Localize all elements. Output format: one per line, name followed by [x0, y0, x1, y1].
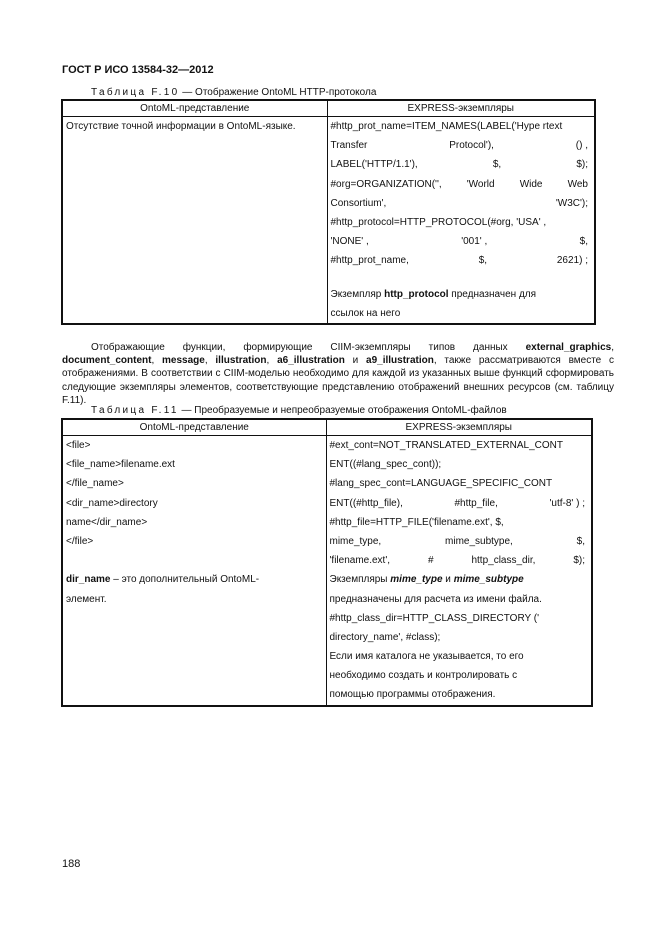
table-f10-caption: [91, 87, 376, 98]
column-header-ontoml: OntoML-представление: [62, 100, 327, 117]
express-line: #http_prot_name=ITEM_NAMES(LABEL('Hype rtext: [330, 121, 563, 132]
express-lines-continued: [327, 590, 592, 705]
express-line: #http_prot_name, $, 2621) ;: [330, 255, 588, 267]
express-line: LABEL('HTTP/1.1'), $, $);: [330, 159, 588, 171]
mime-note: Экземпляры mime_type и mime_subtype: [329, 574, 524, 586]
express-line: 'filename.ext', # http_class_dir, $);: [329, 555, 585, 567]
ontoml-lines: [63, 436, 326, 570]
column-header-express: EXPRESS-экземпляры: [326, 419, 592, 436]
express-line: #org=ORGANIZATION('', 'World Wide Web: [330, 178, 588, 190]
spacer: [328, 271, 595, 285]
express-line: 'NONE' , '001' , $,: [330, 236, 588, 248]
column-header-ontoml: OntoML-представление: [62, 419, 326, 436]
table-f11: [61, 418, 593, 707]
express-line: ENT((#lang_spec_cont));: [329, 459, 442, 471]
table-f10-title: — Отображение OntoML HTTP-протокола: [179, 87, 377, 98]
express-line: ENT((#http_file), #http_file, 'utf-8' ) ;: [329, 497, 585, 509]
page-number: 188: [62, 858, 81, 870]
table-f10: [61, 99, 596, 325]
ontoml-line: [63, 551, 326, 570]
table-header-row: [62, 100, 595, 117]
express-note: Экземпляр http_protocol предназначен для: [330, 288, 537, 300]
dir-name-term: dir_name: [66, 574, 111, 586]
express-line: directory_name', #class);: [329, 631, 441, 643]
express-cell: [326, 436, 592, 706]
column-header-express: EXPRESS-экземпляры: [327, 100, 595, 117]
express-line: #http_file=HTTP_FILE('filename.ext', $,: [329, 516, 504, 528]
ontoml-line: name</dir_name>: [66, 516, 148, 528]
express-line: помощью программы отображения.: [329, 689, 496, 701]
express-line: #http_protocol=HTTP_PROTOCOL(#org, 'USA' ,: [330, 216, 547, 228]
table-f11-title: — Преобразуемые и непреобразуемые отображения OntoML-файлов: [178, 405, 507, 416]
express-line: #ext_cont=NOT_TRANSLATED_EXTERNAL_CONT: [329, 440, 564, 451]
body-paragraph: Отображающие функции, формирующие CIIM-экземпляры типов данных external_graphics, document_content, message, illustration, a6_illustration и a9_illustration, также рассматриваются вместе с отображениями. В соответствии с CIIM-моделью необходимо для каждой из указанных выше функций сформировать следующие экземпляры элементов, соответствующие представлению отображений внешних ресурсов (см. таблицу F.11).: [62, 342, 615, 406]
express-line: #http_class_dir=HTTP_CLASS_DIRECTORY (': [329, 612, 539, 624]
express-cell: [327, 117, 595, 324]
ontoml-line: </file_name>: [66, 478, 124, 490]
express-line: Consortium', 'W3C');: [330, 197, 588, 209]
express-line: предназначены для расчета из имени файла.: [329, 593, 542, 605]
table-f11-label: Таблица F.11: [91, 405, 179, 416]
express-line: Если имя каталога не указывается, то его: [329, 651, 524, 663]
express-line: mime_type, mime_subtype, $,: [329, 535, 585, 547]
dir-name-note: dir_name – это дополнительный OntoML-: [66, 574, 260, 586]
table-header-row: [62, 419, 592, 436]
http-protocol-term: http_protocol: [384, 288, 449, 300]
ontoml-cell: [62, 436, 326, 706]
express-lines: [328, 117, 595, 271]
ontoml-line: </file>: [66, 535, 94, 547]
ontoml-line: <file>: [66, 440, 91, 451]
express-line: Transfer Protocol'), () ,: [330, 140, 588, 152]
standard-header: ГОСТ Р ИСО 13584-32—2012: [62, 64, 214, 76]
ontoml-cell: [62, 117, 327, 324]
express-line: #lang_spec_cont=LANGUAGE_SPECIFIC_CONT: [329, 478, 553, 490]
ontoml-line: <file_name>filename.ext: [66, 459, 175, 471]
dir-name-note-line2: элемент.: [66, 593, 107, 605]
table-row: [62, 436, 592, 706]
mime-subtype-term: mime_subtype: [453, 574, 524, 586]
express-note-line2: ссылок на него: [330, 307, 401, 319]
ontoml-line: <dir_name>directory: [66, 497, 158, 509]
table-f10-label: Таблица F.10: [91, 87, 180, 98]
table-f11-caption: [91, 405, 507, 416]
express-lines: [327, 436, 592, 570]
table-row: [62, 117, 595, 324]
ontoml-text: Отсутствие точной информации в OntoML-языке.: [66, 121, 296, 132]
mime-type-term: mime_type: [390, 574, 443, 586]
express-line: необходимо создать и контролировать с: [329, 670, 518, 682]
